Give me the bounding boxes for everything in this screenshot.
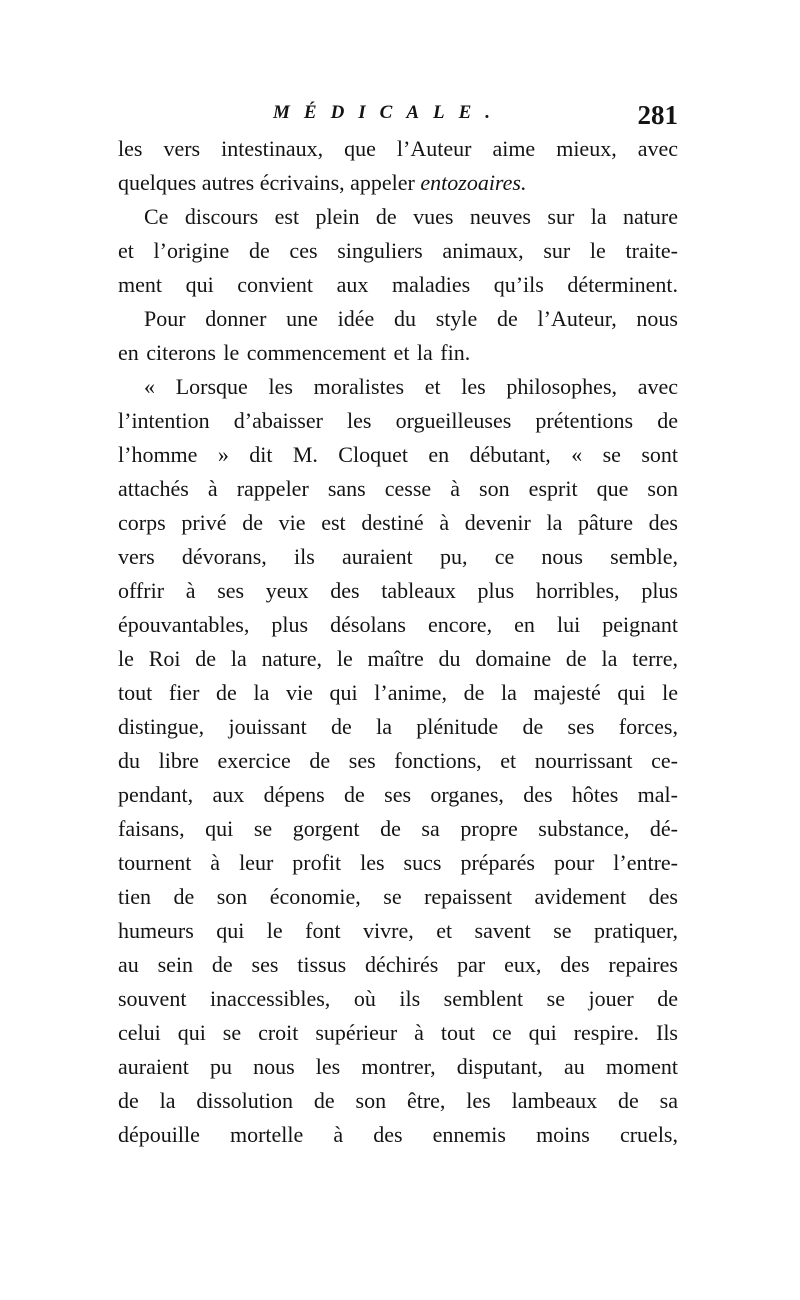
- text-line: les vers intestinaux, que l’Auteur aime mieux, avec: [118, 136, 678, 161]
- text-line: offrir à ses yeux des tableaux plus horribles, plus: [118, 578, 678, 603]
- text-line: souvent inaccessibles, où ils semblent se jouer de: [118, 986, 678, 1011]
- text-line: pendant, aux dépens de ses organes, des hôtes mal-: [118, 782, 678, 807]
- text-line: le Roi de la nature, le maître du domaine de la terre,: [118, 646, 678, 671]
- text-line: l’intention d’abaisser les orgueilleuses prétentions de: [118, 408, 678, 433]
- text-line: tien de son économie, se repaissent avidement des: [118, 884, 678, 909]
- text-line: corps privé de vie est destiné à devenir la pâture des: [118, 510, 678, 535]
- text-line: [118, 166, 678, 200]
- text-line: et l’origine de ces singuliers animaux, sur le traite-: [118, 238, 678, 263]
- text-line-segment: quelques autres écrivains, appeler: [118, 170, 421, 195]
- text-line: du libre exercice de ses fonctions, et nourrissant ce-: [118, 748, 678, 773]
- body-text: [118, 132, 678, 1152]
- text-line: « Lorsque les moralistes et les philosophes, avec: [144, 374, 678, 399]
- text-line: attachés à rappeler sans cesse à son esprit que son: [118, 476, 678, 501]
- text-line: épouvantables, plus désolans encore, en lui peignant: [118, 612, 678, 637]
- text-line: distingue, jouissant de la plénitude de ses forces,: [118, 714, 678, 739]
- text-line: vers dévorans, ils auraient pu, ce nous semble,: [118, 544, 678, 569]
- text-line: faisans, qui se gorgent de sa propre substance, dé-: [118, 816, 678, 841]
- running-head: [118, 102, 678, 136]
- running-title: MÉDICALE.: [273, 102, 505, 123]
- page-number: 281: [637, 100, 678, 130]
- text-line: Pour donner une idée du style de l’Auteur, nous: [144, 306, 678, 331]
- text-line: humeurs qui le font vivre, et savent se pratiquer,: [118, 918, 678, 943]
- text-line: ment qui convient aux maladies qu’ils déterminent.: [118, 272, 678, 297]
- text-line: Ce discours est plein de vues neuves sur la nature: [144, 204, 678, 229]
- text-line: en citerons le commencement et la fin.: [118, 340, 471, 365]
- text-line: celui qui se croit supérieur à tout ce qui respire. Ils: [118, 1020, 678, 1045]
- text-line: tout fier de la vie qui l’anime, de la majesté qui le: [118, 680, 678, 705]
- text-line: tournent à leur profit les sucs préparés pour l’entre-: [118, 850, 678, 875]
- text-line: de la dissolution de son être, les lambeaux de sa: [118, 1088, 678, 1113]
- text-line: l’homme » dit M. Cloquet en débutant, « se sont: [118, 442, 678, 467]
- italic-term: entozoaires.: [420, 170, 527, 195]
- text-line: au sein de ses tissus déchirés par eux, des repaires: [118, 952, 678, 977]
- text-line: dépouille mortelle à des ennemis moins cruels,: [118, 1122, 678, 1147]
- text-line: auraient pu nous les montrer, disputant, au moment: [118, 1054, 678, 1079]
